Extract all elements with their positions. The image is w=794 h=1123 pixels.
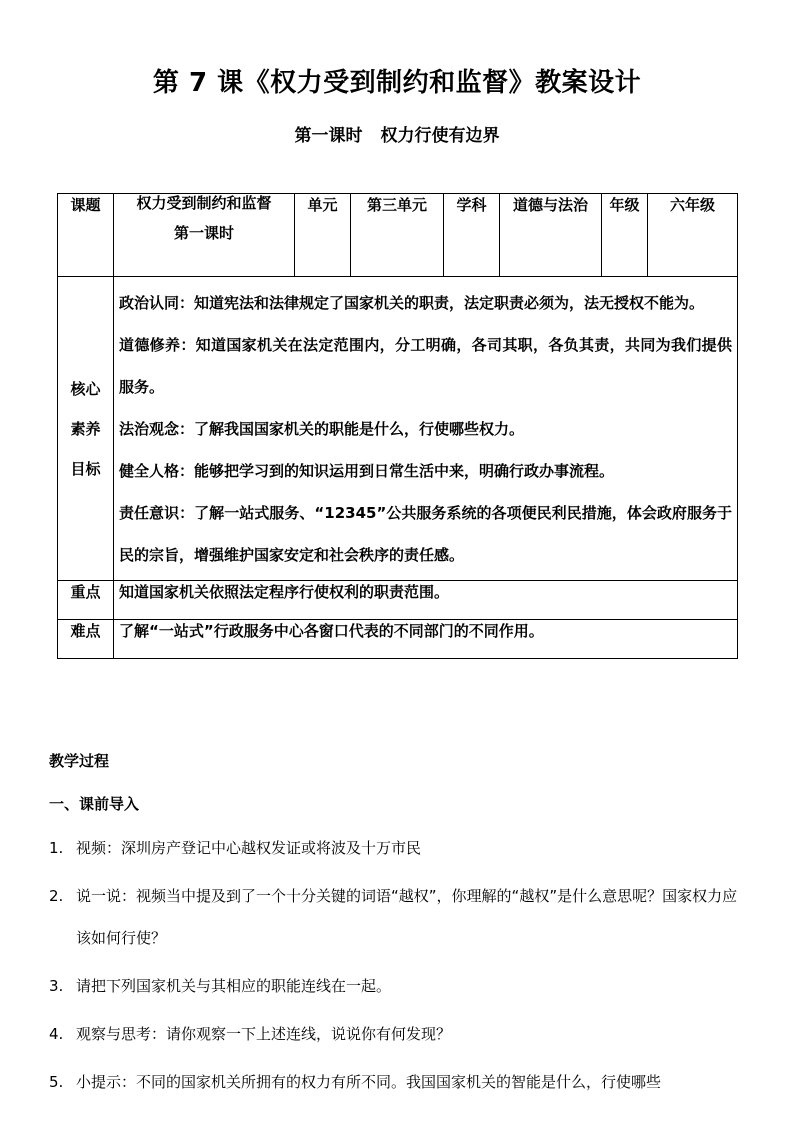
item-number: 5. [49,1073,64,1091]
process-heading: 教学过程 [49,752,110,770]
goals-label [58,277,114,581]
list-item [49,1013,749,1055]
unit-label: 单元 [295,194,351,277]
grade-label: 年级 [602,194,648,277]
difficult-point-text: 了解“一站式”行政服务中心各窗口代表的不同部门的不同作用。 [114,620,738,659]
subject-value: 道德与法治 [500,194,602,277]
unit-value: 第三单元 [351,194,444,277]
goals-label-2: 素养 [70,419,101,438]
goal-moral: 道德修养：知道国家机关在法定范围内，分工明确，各司其职，各负其责，共同为我们提供服务。 [119,336,732,396]
subtitle-period: 第一课时 [294,126,363,146]
list-item [49,965,749,1007]
list-item [49,1061,749,1103]
item-number: 2. [49,887,64,905]
topic-value [114,194,295,277]
key-point-text: 知道国家机关依照法定程序行使权利的职责范围。 [114,581,738,620]
lesson-info-table [57,193,738,659]
item-text: 请把下列国家机关与其相应的职能连线在一起。 [76,977,392,995]
goal-political: 政治认同：知道宪法和法律规定了国家机关的职责，法定职责必须为，法无授权不能为。 [119,294,705,312]
key-point-label: 重点 [58,581,114,620]
goal-personality: 健全人格：能够把学习到的知识运用到日常生活中来，明确行政办事流程。 [119,462,615,480]
intro-steps-list [49,827,749,1109]
list-item [49,875,749,959]
item-text: 小提示：不同的国家机关所拥有的权力有所不同。我国国家机关的智能是什么，行使哪些 [76,1073,662,1091]
difficult-point-label: 难点 [58,620,114,659]
topic-line-1: 权力受到制约和监督 [136,194,272,212]
goals-content [114,277,738,581]
lesson-subtitle [0,121,794,146]
item-number: 1. [49,839,64,857]
list-item [49,827,749,869]
section-intro-heading: 一、课前导入 [49,795,140,813]
subject-label: 学科 [444,194,500,277]
item-text: 说一说：视频当中提及到了一个十分关键的词语“越权”，你理解的“越权”是什么意思呢？国家权力应该如何行使？ [76,887,738,947]
topic-label: 课题 [58,194,114,277]
topic-line-2: 第一课时 [173,224,234,242]
goals-label-3: 目标 [70,459,101,478]
key-point-row [58,581,738,620]
info-header-row [58,194,738,277]
document-title: 第 7 课《权力受到制约和监督》教案设计 [152,68,642,98]
item-number: 3. [49,977,64,995]
subtitle-topic: 权力行使有边界 [380,126,500,146]
item-text: 观察与思考：请你观察一下上述连线，说说你有何发现？ [76,1025,452,1043]
difficult-point-row [58,620,738,659]
grade-value: 六年级 [648,194,738,277]
goal-responsibility: 责任意识：了解一站式服务、“12345”公共服务系统的各项便民利民措施，体会政府服务于民的宗旨，增强维护国家安定和社会秩序的责任感。 [119,504,732,564]
item-number: 4. [49,1025,64,1043]
item-text: 视频：深圳房产登记中心越权发证或将波及十万市民 [76,839,422,857]
goals-label-1: 核心 [70,379,101,398]
goal-law: 法治观念：了解我国国家机关的职能是什么，行使哪些权力。 [119,420,525,438]
goals-row [58,277,738,581]
